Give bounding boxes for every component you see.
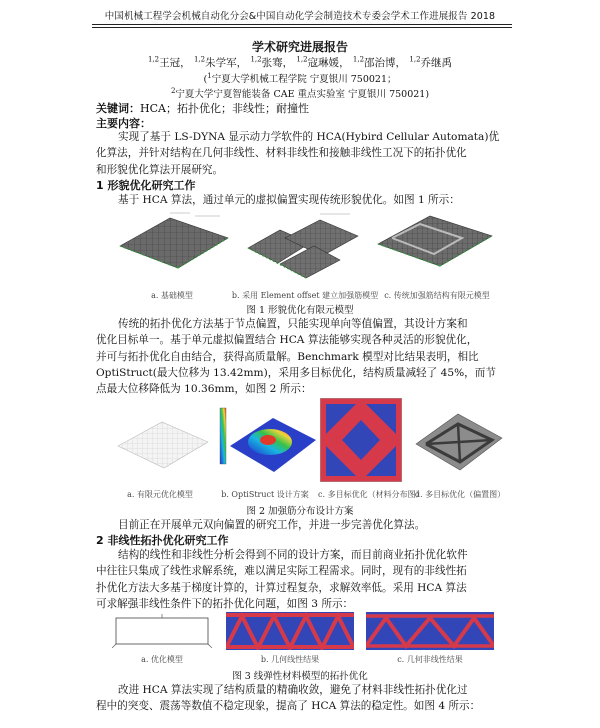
figure-2a-fe-model (112, 408, 212, 478)
affiliation: $^2$宁夏大学宁夏智能装备 CAE 重点实验室 宁夏银川 750021) (170, 86, 430, 100)
figure-subcaption: a. 基础模型 (151, 291, 193, 300)
running-header: 中国机械工程学会机械自动化分会&中国自动化学会制造技术专委会学术工作进展报告 2018 (104, 11, 496, 22)
figure-subcaption: c. 几何非线性结果 (397, 655, 463, 664)
author-name: 王冠 (159, 57, 181, 69)
figure-subcaption: d. 多目标优化（偏置图） (414, 490, 506, 499)
article-title: 学术研究进展报告 (251, 40, 348, 54)
figure-3c-geometric-nonlinear-result (366, 612, 494, 650)
paragraph: 结构的线性和非线性分析会得到不同的设计方案，而目前商业拓扑优化软件 中往往只集成了线性求解系统，难以满足实际工程需求。同时，现有的非线性拓 扑优化方法大多基于梯度计算的，计算过程复杂，求解效率低。采用 HCA 算法 可求解强非线性条件下的拓扑优化问题，如图 3 所示： (96, 549, 468, 610)
paragraph: 基于 HCA 算法，通过单元的虚拟偏置实现传统形貌优化。如图 1 所示： (118, 194, 460, 206)
author-name: 邵治博 (364, 57, 396, 69)
figure-subcaption: c. 多目标优化（材料分布图） (318, 490, 424, 499)
main-content-label: 主要内容： (96, 117, 151, 130)
keywords-text: HCA；拓扑优化；非线性；耐撞性 (140, 102, 309, 115)
figure-subcaption: b. OptiStruct 设计方案 (221, 490, 309, 499)
paragraph: 实现了基于 LS-DYNA 显示动力学软件的 HCA(Hybird Cellular Automata)优 化算法，并针对结构在几何非线性、材料非线性和接触非线性工况下的拓扑优化 和形貌优化算法开展研究。 (96, 131, 500, 176)
figure-2c-material-distribution (320, 398, 402, 482)
figure-caption: 图 2 加强筋分布设计方案 (246, 506, 354, 517)
author-list: $^{1,2}$王冠， $^{1,2}$朱学军， $^{1,2}$张骞， $^{1,2}$寇琳媛， $^{1,2}$邵治博， $^{1,2}$乔继禹 (147, 55, 453, 69)
header-rule (92, 24, 512, 25)
paragraph: 目前正在开展单元双向偏置的研究工作，并进一步完善优化算法。 (118, 519, 426, 531)
header-rule (92, 27, 512, 28)
figure-3b-geometric-linear-result (226, 612, 354, 650)
author-name: 朱学军 (205, 57, 237, 69)
author-name: 寇琳媛 (307, 57, 340, 69)
figure-subcaption: a. 有限元优化模型 (127, 490, 193, 499)
affiliation: ($^1$宁夏大学机械工程学院 宁夏银川 750021； (203, 71, 397, 85)
section-heading: 1 形貌优化研究工作 (96, 179, 196, 192)
figure-subcaption: b. 几何线性结果 (260, 655, 320, 664)
author-name: 乔继禹 (420, 57, 453, 69)
figure-1a-base-model (110, 208, 235, 288)
paragraph: 传统的拓扑优化方法基于节点偏置，只能实现单向等值偏置，其设计方案和 优化目标单一。基于单元虚拟偏置结合 HCA 算法能够实现各种灵活的形貌优化， 并可与拓扑优化自由结合，获得高质量解。Benchmark 模型对比结果表明，相比 OptiStruct(最大位移为 13.42mm)，采用多目标优化，结构质量减轻了 45%，而节 点最大位移降低为 10.36mm，如图 2 所示： (96, 318, 496, 396)
figure-subcaption: b. 采用 Element offset 建立加强筋模型 (231, 291, 379, 300)
figure-caption: 图 1 形貌优化有限元模型 (246, 305, 354, 316)
author-name: 张骞 (261, 57, 283, 69)
figure-2b-optistruct-design (218, 400, 318, 480)
figure-subcaption: c. 传统加强筋结构有限元模型 (384, 291, 490, 300)
paragraph: 改进 HCA 算法实现了结构质量的精确收敛，避免了材料非线性拓扑优化过 程中的突变、震荡等数值不稳定现象，提高了 HCA 算法的稳定性。如图 4 所示： (96, 684, 481, 713)
keywords-label: 关键词： (96, 102, 140, 115)
figure-3a-optimization-model (112, 614, 212, 648)
keywords (96, 100, 309, 116)
figure-2d-offset-view (412, 404, 504, 480)
figure-1b-offset-model (240, 208, 365, 288)
section-heading: 2 非线性拓扑优化研究工作 (96, 534, 229, 547)
figure-subcaption: a. 优化模型 (141, 655, 183, 664)
figure-1c-rib-model (372, 208, 497, 288)
figure-caption: 图 3 线弹性材料模型的拓扑优化 (232, 671, 368, 682)
